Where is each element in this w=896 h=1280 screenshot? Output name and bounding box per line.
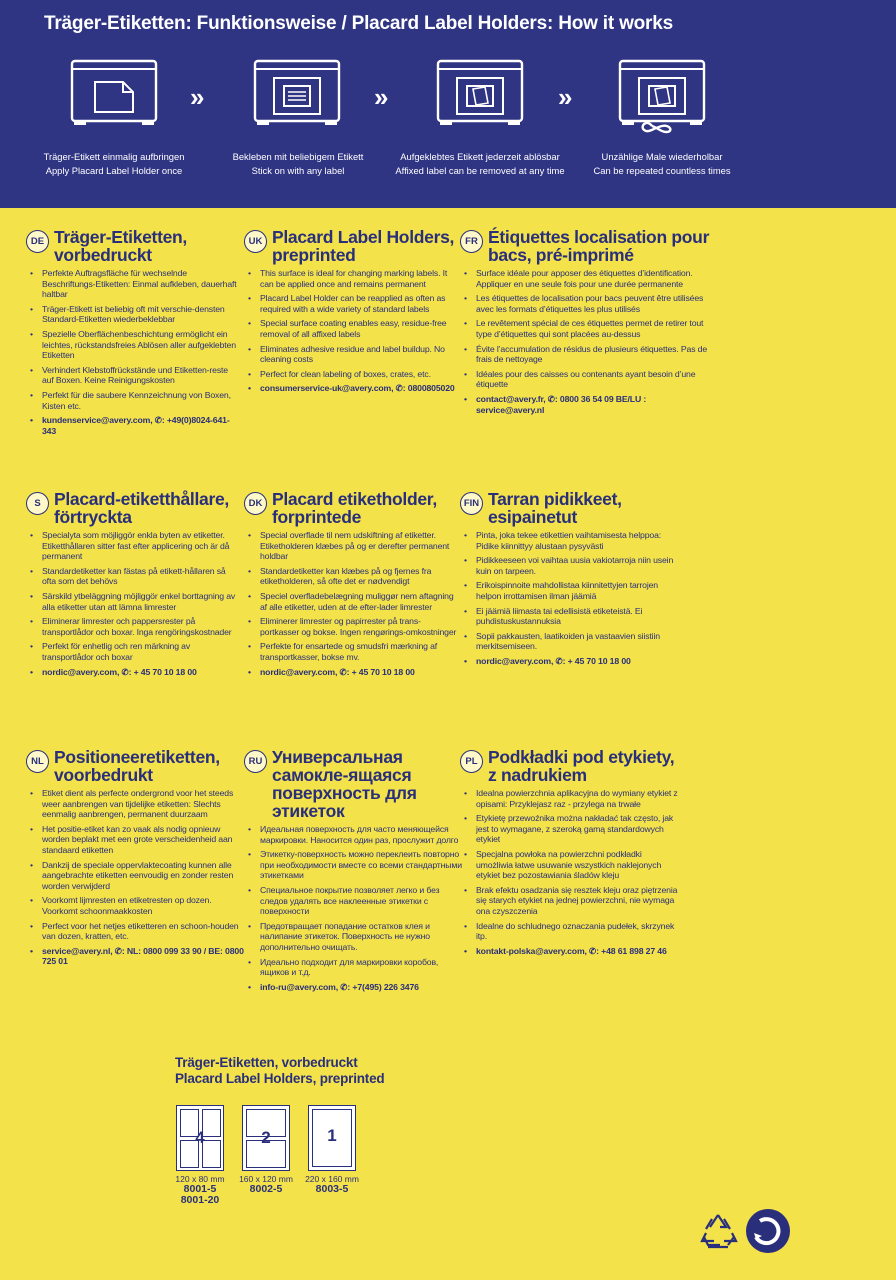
contact-info: • contact@avery.fr, ✆: 0800 36 54 09 BE/LU : service@avery.nl: [464, 394, 710, 415]
feature-item: • Surface idéale pour apposer des étiquettes d’identification. Appliquer en une seule fois pour une durée permanente: [464, 268, 710, 289]
feature-item: • Etykietę przewoźnika można nakładać tak często, jak jest to wymagane, z szeroką gamą standardowych etykiet: [464, 813, 680, 845]
feature-item: • Placard Label Holder can be reapplied as often as required with a wide variety of standard labels: [248, 293, 459, 314]
block-title: Placard Label Holders, preprinted: [272, 227, 455, 265]
block-title: Étiquettes localisation pour bacs, pré-imprimé: [488, 227, 710, 265]
feature-item: • Idéales pour des caisses ou contenants ayant besoin d’une étiquette: [464, 369, 710, 390]
feature-item: • Ei jäämiä liimasta tai edellisistä etiketeistä. Ei puhdistuskustannuksia: [464, 606, 680, 627]
step-2-caption: Bekleben mit beliebigem Etikett Stick on with any label: [232, 151, 364, 176]
feature-item: • Het positie-etiket kan zo vaak als nodig opnieuw worden beplakt met een grote verscheidenheid aan standaard etiketten: [30, 824, 246, 856]
language-badge: PL: [460, 750, 483, 773]
feature-item: • Träger-Etikett ist beliebig oft mit verschie-densten Standard-Etiketten wiederbeklebbar: [30, 304, 241, 325]
feature-list: [464, 268, 710, 415]
feature-item: • Specialyta som möjliggör enkla byten av etiketter. Etiketthållaren sitter fast efter applicering och är då permanent: [30, 530, 241, 562]
feature-item: • Dankzij de speciale oppervlaktecoating kunnen alle aangebrachte etiketten eenvoudig en zonder resten worden verwijderd: [30, 860, 246, 892]
feature-item: • Perfekt för enhetlig och ren märkning av transportlådor och boxar: [30, 641, 241, 662]
block-header: [26, 490, 241, 526]
block-header: [26, 748, 246, 784]
contact-info: • consumerservice-uk@avery.com, ✆: 0800805020: [248, 383, 459, 394]
product-size: 120 x 80 mm: [175, 1174, 225, 1184]
contact-info: • nordic@avery.com, ✆: + 45 70 10 18 00: [248, 667, 459, 678]
feature-item: • Etiket dient als perfecte ondergrond voor het steeds weer aanbrengen van tijdelijke etiketten: Slechts eenmalig aanbrengen, permanent duurzaam: [30, 788, 246, 820]
sheet-1-up-icon: [308, 1105, 356, 1171]
language-badge: DE: [26, 230, 49, 253]
product-code: 8002-5: [249, 1183, 283, 1195]
feature-item: • Special overflade til nem udskiftning af etiketter. Etiketholderen klæbes på og er derefter permanent holdbar: [248, 530, 459, 562]
language-block-fr: [460, 228, 710, 419]
feature-item: • Special surface coating enables easy, residue-free removal of all affixed labels: [248, 318, 459, 339]
language-block-ru: [244, 748, 464, 996]
feature-item: • Perfect voor het netjes etiketteren en schoon-houden van dozen, kratten, etc.: [30, 921, 246, 942]
feature-item: • Pinta, joka tekee etikettien vaihtamisesta helppoa: Pidike kiinnittyy alustaan pysyvästi: [464, 530, 680, 551]
step-4-caption: Unzählige Male wiederholbar Can be repeated countless times: [593, 151, 731, 176]
language-badge: RU: [244, 750, 267, 773]
feature-item: • Standardetiketter kan fästas på etikett-hållaren så ofta som det behövs: [30, 566, 241, 587]
chevron-right-icon: »: [190, 82, 202, 112]
product-overview: [175, 1055, 385, 1206]
product-8002: [231, 1105, 301, 1195]
feature-list: [30, 268, 241, 436]
step-2-illustration: [207, 58, 387, 130]
product-size: 160 x 120 mm: [239, 1174, 293, 1184]
block-header: [244, 748, 464, 820]
sheet-4-up-icon: [176, 1105, 224, 1171]
language-badge: S: [26, 492, 49, 515]
block-header: [26, 228, 241, 264]
feature-item: • Standardetiketter kan klæbes på og fjernes fra etiketholderen, så ofte det er nødvendigt: [248, 566, 459, 587]
language-block-de: [26, 228, 241, 440]
feature-item: • Särskild ytbeläggning möjliggör enkel borttagning av alla etiketter utan att lämna limrester: [30, 591, 241, 612]
language-badge: FR: [460, 230, 483, 253]
box-remove-label-icon: [435, 58, 525, 130]
feature-item: • Verhindert Klebstoffrückstände und Etiketten-reste auf Boxen. Keine Reinigungskosten: [30, 365, 241, 386]
feature-item: • Eliminerer limrester og papirrester på trans-portkasser og bokse. Ingen rengørings-omkostninger: [248, 616, 459, 637]
language-block-fin: [460, 490, 680, 671]
block-title: Tarran pidikkeet, esipainetut: [488, 489, 622, 527]
block-title: Placard-etiketthållare, förtryckta: [54, 489, 229, 527]
label-count: 4: [195, 1128, 205, 1147]
box-repeat-infinity-icon: [617, 58, 707, 134]
contact-info: • kontakt-polska@avery.com, ✆: +48 61 898 27 46: [464, 946, 680, 957]
step-4-illustration: [572, 58, 752, 134]
block-header: [460, 490, 680, 526]
product-size: 220 x 160 mm: [305, 1174, 359, 1184]
step-3-caption: Aufgeklebtes Etikett jederzeit ablösbar Affixed label can be removed at any time: [395, 151, 565, 176]
language-badge: DK: [244, 492, 267, 515]
language-block-pl: [460, 748, 680, 960]
language-badge: NL: [26, 750, 49, 773]
feature-list: [248, 824, 464, 992]
feature-item: • Idealne do schludnego oznaczania pudełek, skrzynek itp.: [464, 921, 680, 942]
chevron-right-icon: »: [374, 82, 386, 112]
block-title: Placard etiketholder, forprintede: [272, 489, 437, 527]
feature-item: • Idealna powierzchnia aplikacyjna do wymiany etykiet z opisami: Przyklejasz raz - przylega na trwałe: [464, 788, 680, 809]
page-title: Träger-Etiketten: Funktionsweise / Placard Label Holders: How it works: [44, 13, 673, 34]
feature-item: • Specjalna powłoka na powierzchni podkładki umożliwia łatwe usuwanie wszystkich naklejonych etykiet bez pozostawiania śladów kleju: [464, 849, 680, 881]
feature-item: • Perfekte Auftragsfläche für wechselnde Beschriftungs-Etiketten: Einmal aufkleben, dauerhaft haltbar: [30, 268, 241, 300]
product-code-alt: 8001-20: [180, 1194, 220, 1206]
feature-item: • Brak efektu osadzania się resztek kleju oraz piętrzenia się starych etykiet na jednej powierzchni, nie wymaga ona czyszczenia: [464, 885, 680, 917]
feature-item: • Perfect for clean labeling of boxes, crates, etc.: [248, 369, 459, 380]
feature-list: [248, 530, 459, 677]
feature-item: • Évite l’accumulation de résidus de plusieurs étiquettes. Pas de frais de nettoyage: [464, 344, 710, 365]
feature-item: • Speciel overfladebelægning muliggør nem aftagning af alle etiketter, uden at de efter-lader limrester: [248, 591, 459, 612]
feature-list: [30, 788, 246, 967]
feature-item: • Этикетку-поверхность можно переклеить повторно при необходимости вместе со всеми стандартными этикетками: [248, 849, 464, 881]
sheet-2-up-icon: [242, 1105, 290, 1171]
step-3-illustration: [390, 58, 570, 130]
box-stick-label-icon: [252, 58, 342, 130]
feature-item: • Perfekte for ensartede og smudsfri mærkning af transportkasser, bokse mv.: [248, 641, 459, 662]
feature-item: • This surface is ideal for changing marking labels. It can be applied once and remains permanent: [248, 268, 459, 289]
green-dot-icon: [746, 1209, 790, 1253]
language-block-s: [26, 490, 241, 681]
contact-info: • nordic@avery.com, ✆: + 45 70 10 18 00: [464, 656, 680, 667]
product-8001: [165, 1105, 235, 1206]
product-title-en: Placard Label Holders, preprinted: [175, 1071, 385, 1086]
feature-item: • Perfekt für die saubere Kennzeichnung von Boxen, Kisten etc.: [30, 390, 241, 411]
block-header: [244, 228, 459, 264]
feature-item: • Eliminerar limrester och pappersrester på transportlådor och boxar. Inga rengöringskostnader: [30, 616, 241, 637]
feature-item: • Pidikkeeseen voi vaihtaa uusia vakiotarroja niin usein kuin on tarpeen.: [464, 555, 680, 576]
contact-info: • kundenservice@avery.com, ✆: +49(0)8024-641-343: [30, 415, 241, 436]
product-8003: [297, 1105, 367, 1195]
feature-item: • Le revêtement spécial de ces étiquettes permet de retirer tout type d’étiquettes qui sont placées au-dessus: [464, 318, 710, 339]
feature-item: • Erikoispinnoite mahdollistaa kiinnitettyjen tarrojen helpon irrottamisen ilman jäämiä: [464, 580, 680, 601]
recycle-icon: [702, 1215, 736, 1247]
label-count: 2: [261, 1128, 271, 1147]
block-header: [460, 748, 680, 784]
feature-item: • Предотвращает попадание остатков клея и налипание этикеток. Поверхность не нужно дополнительно очищать.: [248, 921, 464, 953]
block-title: Träger-Etiketten, vorbedruckt: [54, 227, 187, 265]
feature-list: [464, 530, 680, 667]
feature-item: • Spezielle Oberflächenbeschichtung ermöglicht ein leichtes, rückstandsfreies Ablösen aller aufgeklebten Etiketten: [30, 329, 241, 361]
language-block-nl: [26, 748, 246, 971]
block-title: Positioneeretiketten, voorbedrukt: [54, 747, 220, 785]
step-1-illustration: [24, 58, 204, 130]
language-badge: UK: [244, 230, 267, 253]
chevron-right-icon: »: [558, 82, 570, 112]
block-header: [244, 490, 459, 526]
block-header: [460, 228, 710, 264]
header-banner: [0, 0, 896, 208]
feature-item: • Eliminates adhesive residue and label buildup. No cleaning costs: [248, 344, 459, 365]
product-code: 8001-5: [183, 1183, 217, 1195]
feature-item: • Sopii pakkausten, laatikoiden ja vastaavien siistiin merkitsemiseen.: [464, 631, 680, 652]
eco-logos: [698, 1207, 792, 1260]
block-title: Podkładki pod etykiety, z nadrukiem: [488, 747, 675, 785]
feature-list: [464, 788, 680, 956]
feature-item: • Les étiquettes de localisation pour bacs peuvent être utilisées avec les formats d’étiquettes les plus utilisés: [464, 293, 710, 314]
feature-item: • Идеальная поверхность для часто меняющейся маркировки. Наносится один раз, прослужит долго: [248, 824, 464, 845]
feature-item: • Voorkomt lijmresten en etiketresten op dozen. Voorkomt schoonmaakkosten: [30, 895, 246, 916]
product-code: 8003-5: [315, 1183, 349, 1195]
feature-item: • Идеально подходит для маркировки коробов, ящиков и т.д.: [248, 957, 464, 978]
language-block-uk: [244, 228, 459, 398]
product-title-de: Träger-Etiketten, vorbedruckt: [175, 1055, 358, 1070]
language-badge: FIN: [460, 492, 483, 515]
feature-list: [30, 530, 241, 677]
contact-info: • info-ru@avery.com, ✆: +7(495) 226 3476: [248, 982, 464, 993]
language-block-dk: [244, 490, 459, 681]
feature-item: • Специальное покрытие позволяет легко и без следов удалять все наклеенные этикетки с поверхности: [248, 885, 464, 917]
label-count: 1: [327, 1126, 337, 1145]
box-label-holder-icon: [69, 58, 159, 130]
contact-info: • service@avery.nl, ✆: NL: 0800 099 33 90 / BE: 0800 725 01: [30, 946, 246, 967]
step-1-caption: Träger-Etikett einmalig aufbringen Apply Placard Label Holder once: [43, 151, 185, 176]
contact-info: • nordic@avery.com, ✆: + 45 70 10 18 00: [30, 667, 241, 678]
feature-list: [248, 268, 459, 394]
block-title: Универсальная самокле-ящаяся поверхность для этикеток: [272, 747, 417, 821]
